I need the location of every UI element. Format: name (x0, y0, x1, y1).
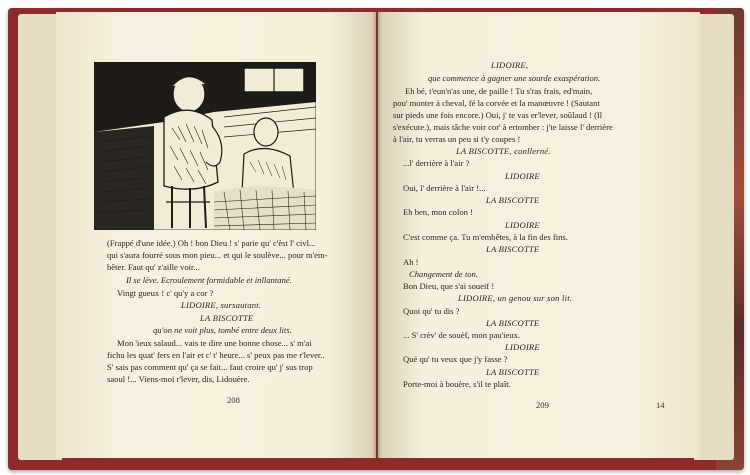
book-gutter (372, 12, 382, 458)
text-line: Porte-moi à bouère, s'il te plaît. (403, 379, 511, 389)
text-line: Quoi qu' tu dis ? (403, 306, 460, 316)
character-name: LA BISCOTTE (486, 367, 540, 377)
character-name: LA BISCOTTE, conllerné. (456, 146, 551, 156)
character-name: LIDOIRE, un genou sur son lit. (458, 293, 573, 303)
page-number: 208 (227, 395, 240, 405)
text-line: Ah ! (403, 257, 419, 267)
text-line: ... S' crèv' de souèf, mon pau'ieux. (403, 330, 521, 340)
text-line: saoul !... Viens-moi r'lever, dis, Lidouère. (107, 374, 250, 384)
text-line: Mon 'ieux salaud... vais te dire une bonne chose... s' m'ai (117, 338, 312, 348)
page-number: 209 (536, 400, 549, 410)
text-line: S' sais pas comment qu' ça se fait... faut croire qu' j' sus trop (107, 362, 313, 372)
text-line: qui s'aura fourré sous mon pieu... et qui le soulève... pour m'em- (107, 250, 328, 260)
illustration (94, 62, 316, 230)
character-name: LA BISCOTTE (200, 313, 254, 323)
character-name: LIDOIRE (505, 171, 540, 181)
text-line: s'exécute.), mais tâche voir cor' à ertomber : j'te laisse l' derrière (393, 122, 613, 132)
signature-mark: 14 (656, 400, 665, 410)
character-name: LA BISCOTTE (486, 195, 540, 205)
text-line: fichu les quat' fers en l'air et c' t' heure... s' peux pas me r'lever.. (107, 350, 325, 360)
character-name: LIDOIRE (505, 220, 540, 230)
text-line: C'est comme ça. Tu m'embêtes, à la fin des fins. (403, 232, 568, 242)
page-edges-right (694, 14, 734, 460)
character-name: LIDOIRE (505, 342, 540, 352)
stage-direction: Il se lève. Ecroulement formidable et inllantané. (126, 275, 292, 285)
character-name: LA BISCOTTE (486, 318, 540, 328)
text-line: sur pieds une fois encore.) Oui, j' te vas er'lever, soûlaud ! (Il (393, 110, 603, 120)
character-name: LIDOIRE, (491, 60, 529, 70)
text-line: ...l' derrière à l'air ? (403, 158, 470, 168)
text-line: Qué qu' tu veux que j'y fasse ? (403, 354, 508, 364)
text-line: Oui, l' derrière à l'air !... (403, 183, 486, 193)
text-line: à l'air, tu verras un peu si t'y coupes ! (393, 134, 521, 144)
text-line: Eh bé, t'eun'n'as une, de paille ! Tu s'ras frais, ed'main, (405, 86, 593, 96)
stage-direction: que commence à gagner une sourde exaspération. (428, 73, 601, 83)
text-line: Bon Dieu, que s'ai soueif ! (403, 281, 495, 291)
text-line: Vingt gueux ! c' qu'y a cor ? (117, 288, 214, 298)
stage-direction: Changement de ton. (409, 269, 478, 279)
stage-direction: qu'on ne voit plus, tombé entre deux lits. (153, 325, 292, 335)
text-line: bêter. Faut qu' z'aille voir... (107, 262, 200, 272)
character-name: LIDOIRE, sursautant. (181, 300, 262, 310)
text-line: (Frappé d'une idée.) Oh ! bon Dieu ! s' parie qu' c'èst l' civl... (107, 238, 316, 248)
character-name: LA BISCOTTE (486, 244, 540, 254)
text-line: Eh ben, mon colon ! (403, 207, 473, 217)
text-line: pou' monter à cheval, fé la corvée et la manœuvre ! (Sautant (393, 98, 600, 108)
